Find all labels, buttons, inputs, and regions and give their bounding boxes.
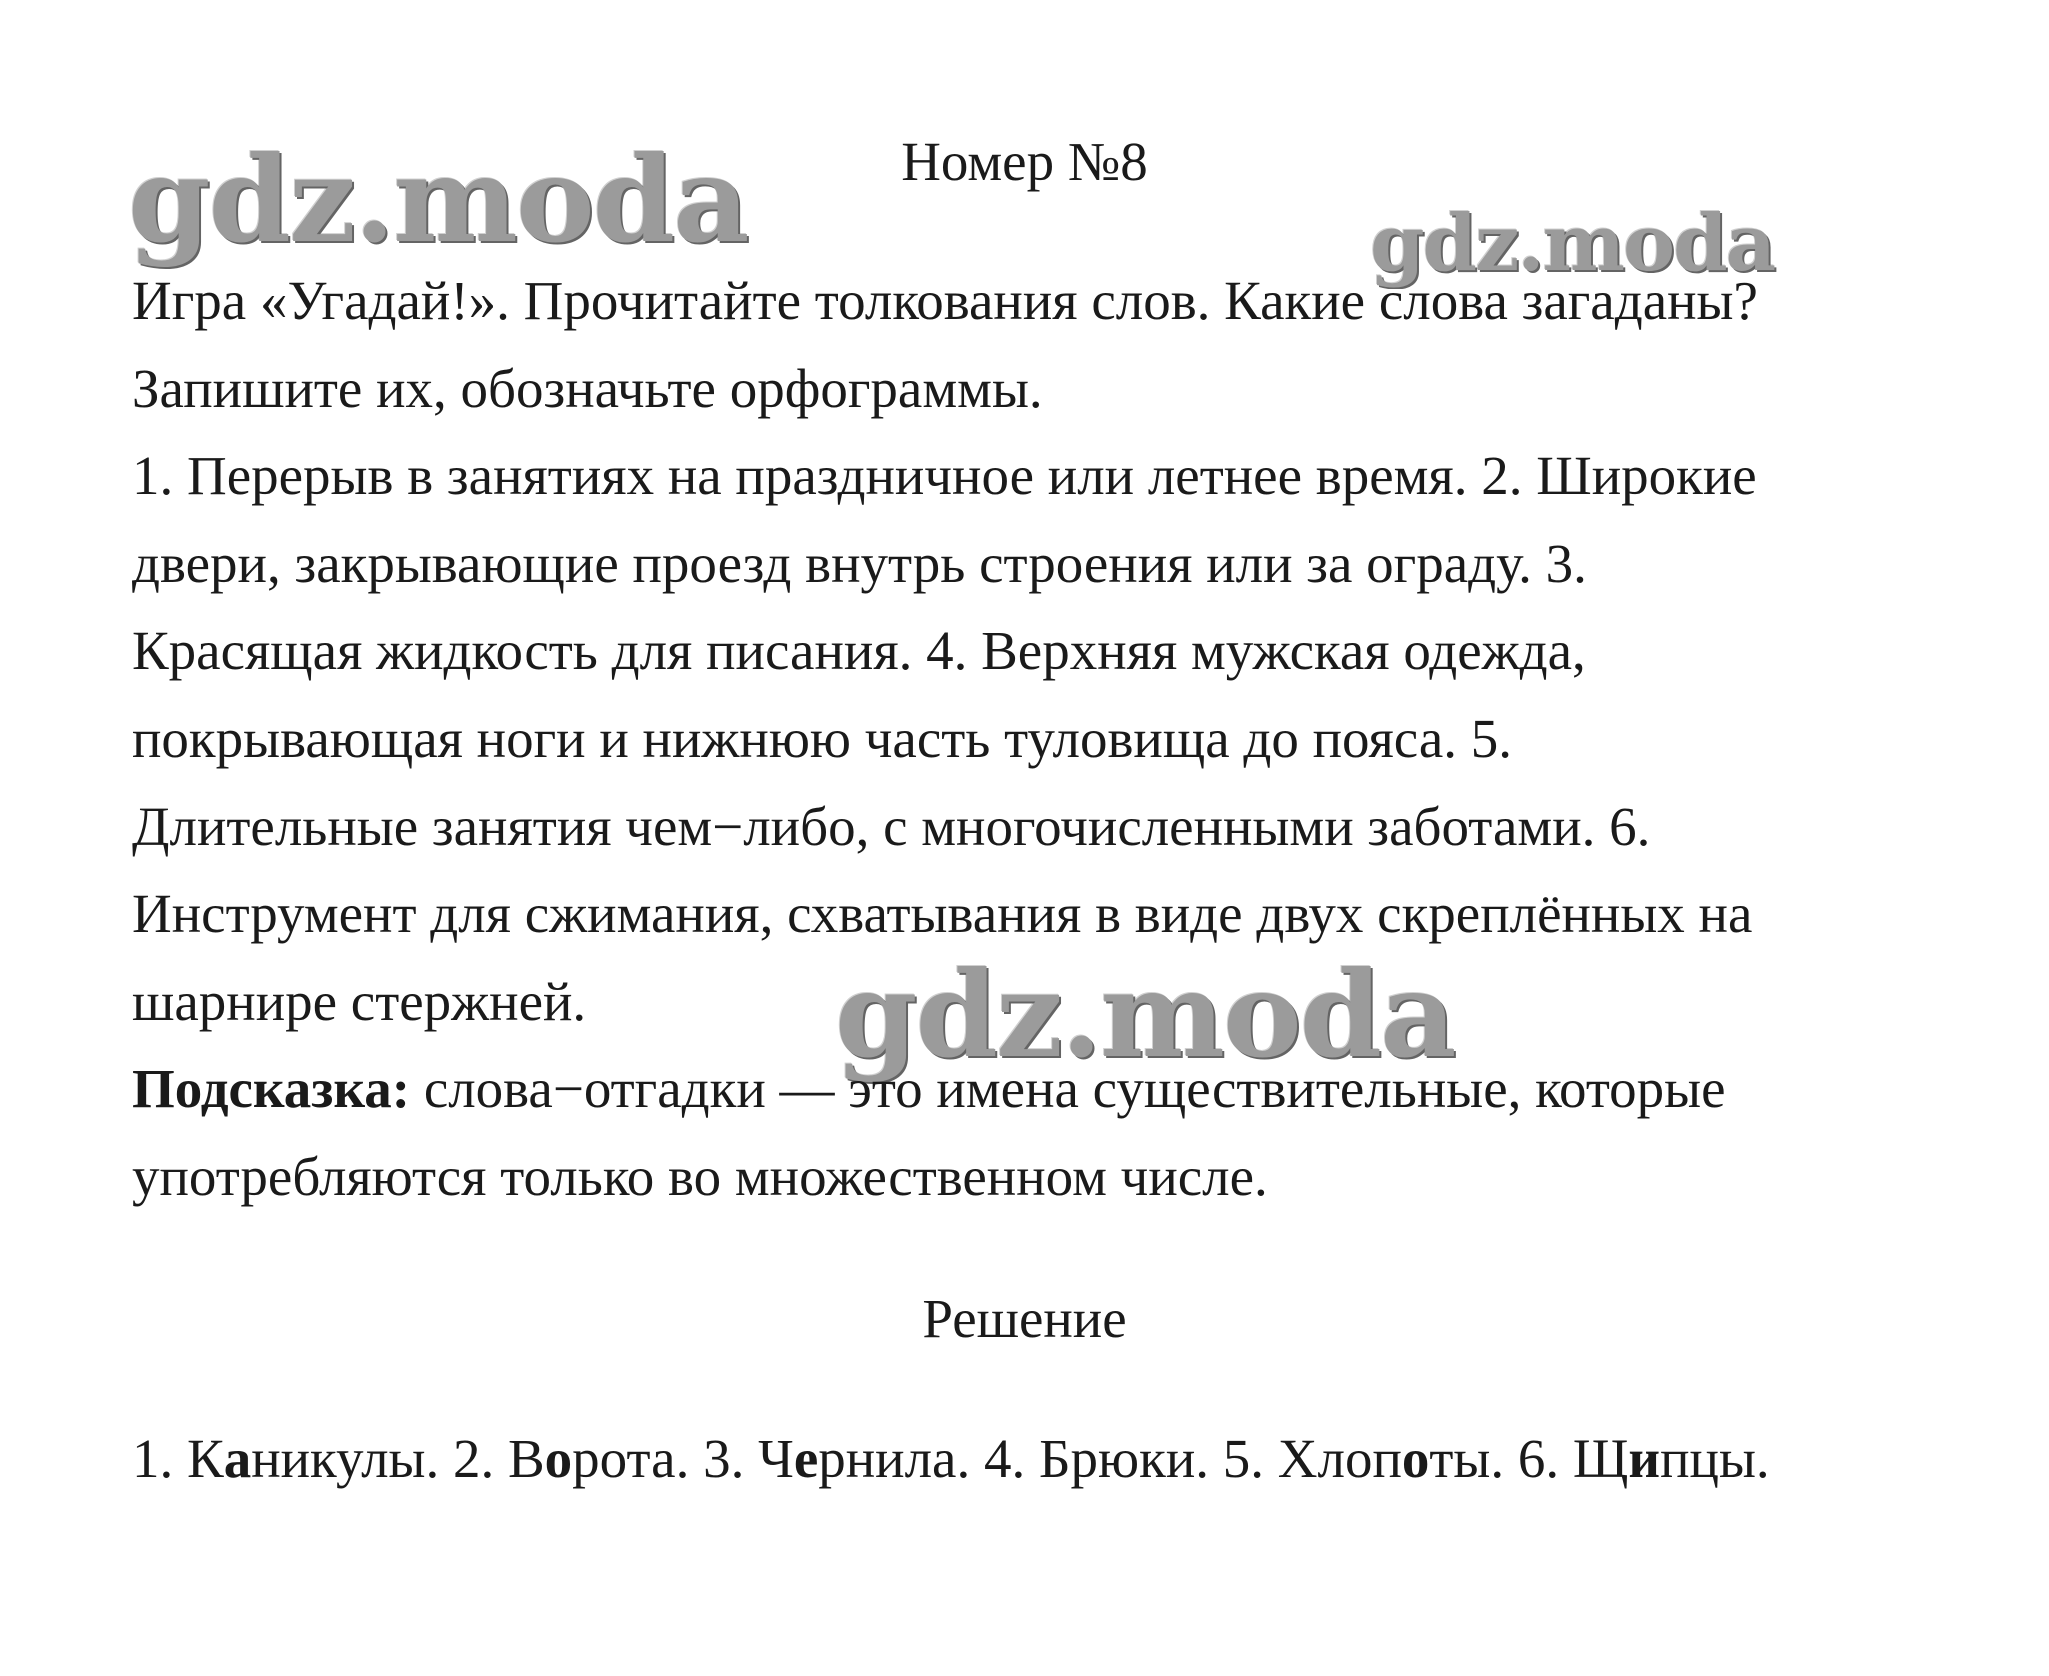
answer-part: ты. 6. Щ (1429, 1428, 1629, 1489)
answer-part: пцы. (1660, 1428, 1770, 1489)
answer-part: 1. К (132, 1428, 224, 1489)
answer-orthogram: и (1628, 1428, 1661, 1489)
task-line: двери, закрывающие проезд внутрь строения или за ограду. 3. (132, 532, 1587, 594)
watermark-logo: gdz.moda (1370, 198, 1775, 289)
solution-title: Решение (922, 1288, 1127, 1349)
answer-part: рнила. 4. Брюки. 5. Хлоп (818, 1428, 1402, 1489)
task-text (132, 257, 1932, 1221)
answer-orthogram: е (793, 1428, 819, 1489)
hint-label: Подсказка: (132, 1058, 411, 1120)
hint-line: употребляются только во множественном числе. (132, 1145, 1268, 1207)
exercise-title-text: Номер №8 (901, 131, 1148, 192)
answer-orthogram: а (223, 1428, 252, 1489)
answer-part: никулы. 2. В (251, 1428, 545, 1489)
answer-orthogram: о (544, 1428, 573, 1489)
task-line: Красящая жидкость для писания. 4. Верхняя мужская одежда, (132, 620, 1586, 682)
answer-orthogram: о (1401, 1428, 1430, 1489)
task-line: Игра «Угадай!». Прочитайте толкования слов. Какие слова загаданы? (132, 270, 1758, 331)
task-line: Длительные занятия чем−либо, с многочисленными заботами. 6. (132, 795, 1651, 857)
solution-answer (132, 1425, 1770, 1493)
watermark-logo: gdz.moda (128, 130, 748, 269)
task-line: шарнире стержней. (132, 970, 587, 1032)
watermark-logo: gdz.moda (835, 945, 1455, 1084)
answer-part: рота. 3. Ч (572, 1428, 794, 1489)
task-line: 1. Перерыв в занятиях на праздничное или летнее время. 2. Широкие (132, 445, 1757, 507)
hint-line (132, 1045, 1932, 1133)
exercise-title (0, 128, 2049, 196)
hint-text: слова−отгадки — это имена существительные, которые (410, 1058, 1726, 1120)
task-line: Инструмент для сжимания, схватывания в виде двух скреплённых на (132, 883, 1753, 945)
task-line: Запишите их, обозначьте орфограммы. (132, 357, 1043, 419)
task-line: покрывающая ноги и нижнюю часть туловища до пояса. 5. (132, 707, 1513, 769)
